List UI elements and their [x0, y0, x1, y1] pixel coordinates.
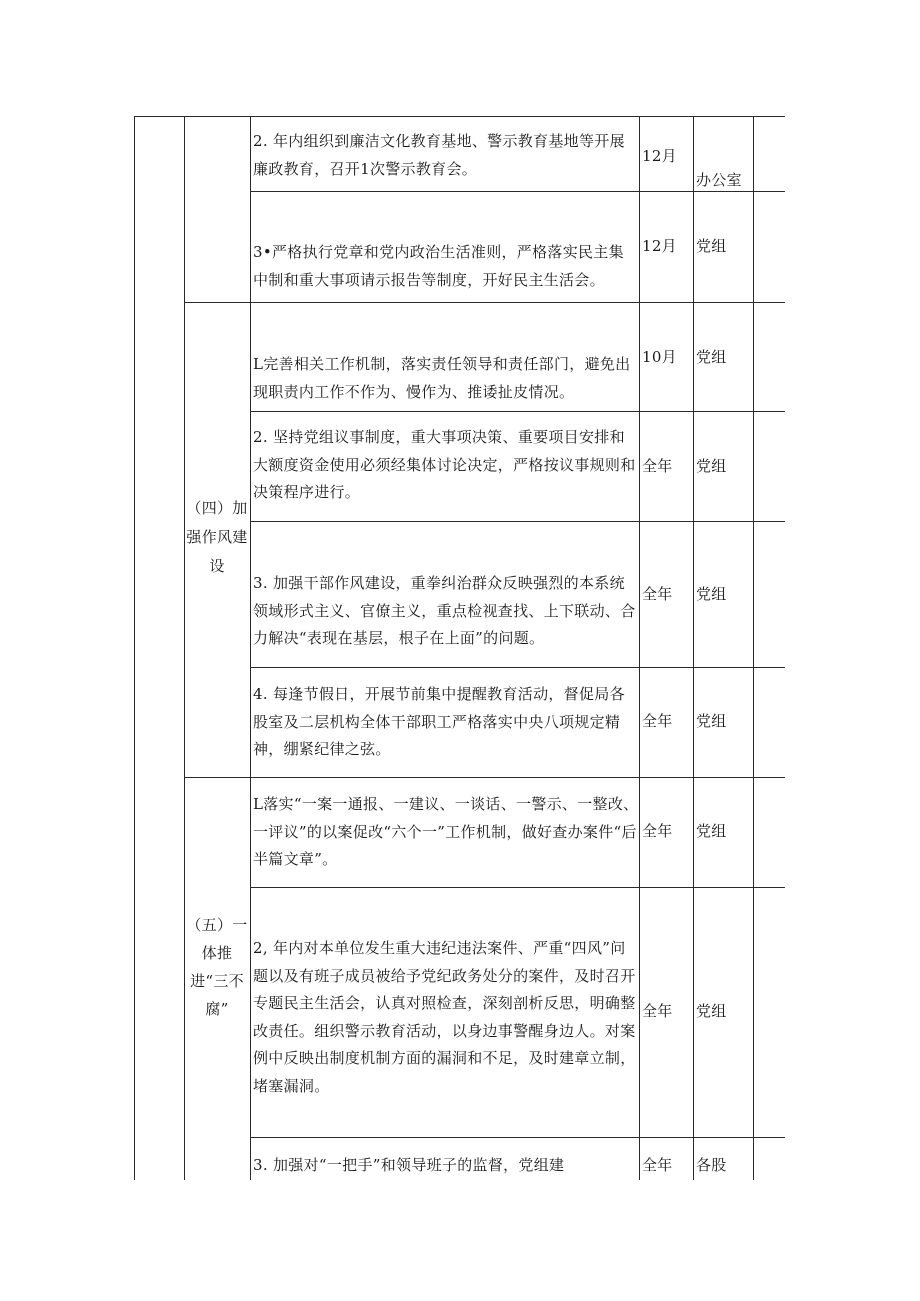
row-divider — [250, 667, 785, 668]
task-cell: 3•严格执行党章和党内政治生活准则，严格落实民主集中制和重大事项请示报告等制度，开好民主生活会。 — [253, 243, 624, 289]
time-cell: 全年 — [642, 457, 673, 475]
department-cell: 党组 — [696, 1002, 727, 1020]
department-cell: 党组 — [696, 237, 727, 255]
row-divider — [184, 302, 785, 303]
task-cell: 4. 每逢节假日，开展节前集中提醒教育活动，督促局各股室及二层机构全体干部职工严格落实中央八项规定精神，绷紧纪律之弦。 — [253, 685, 625, 758]
time-cell: 10月 — [642, 348, 677, 366]
time-cell: 全年 — [642, 712, 673, 730]
department-cell: 党组 — [696, 348, 727, 366]
task-cell: 2. 年内组织到廉洁文化教育基地、警示教育基地等开展廉政教育，召开1次警示教育会。 — [253, 132, 625, 178]
column-divider — [250, 116, 251, 1180]
row-divider — [250, 411, 785, 412]
table-left-border — [134, 116, 135, 1180]
task-cell: 3. 加强对“一把手”和领导班子的监督，党组建 — [253, 1156, 565, 1174]
department-cell: 党组 — [696, 457, 727, 475]
department-cell: 各股 — [696, 1156, 727, 1174]
row-divider — [250, 1137, 785, 1138]
table-top-border — [134, 116, 785, 117]
department-cell: 办公室 — [696, 171, 742, 189]
time-cell: 全年 — [642, 1156, 673, 1174]
time-cell: 全年 — [642, 1002, 673, 1020]
row-divider — [250, 521, 785, 522]
row-divider — [250, 887, 785, 888]
row-divider — [184, 777, 785, 778]
column-divider — [693, 116, 694, 1180]
time-cell: 12月 — [642, 237, 677, 255]
time-cell: 全年 — [642, 585, 673, 603]
column-divider — [753, 116, 754, 1180]
time-cell: 12月 — [642, 147, 677, 165]
task-cell: 3. 加强干部作风建设，重拳纠治群众反映强烈的本系统领域形式主义、官僚主义，重点检视查找、上下联动、合力解决“表现在基层，根子在上面”的问题。 — [253, 574, 636, 647]
task-cell: L完善相关工作机制，落实责任领导和责任部门，避免出现职责内工作不作为、慢作为、推诿扯皮情况。 — [253, 355, 631, 401]
time-cell: 全年 — [642, 822, 673, 840]
task-cell: L落实“一案一通报、一建议、一谈话、一警示、一整改、一评议”的以案促改“六个一”工作机制，做好查办案件“后半篇文章”。 — [253, 795, 639, 868]
task-cell: 2, 年内对本单位发生重大违纪违法案件、严重“四风”问题以及有班子成员被给予党纪政务处分的案件，及时召开专题民主生活会，认真对照检查，深刻剖析反思，明确整改责任。组织警示教育活动，以身边事警醒身边人。对案例中反映出制度机制方面的漏洞和不足，及时建章立制，堵塞漏洞。 — [253, 939, 636, 1095]
column-divider — [639, 116, 640, 1180]
category-cell-5: （五）一体推进“三不腐” — [186, 916, 248, 1018]
department-cell: 党组 — [696, 712, 727, 730]
task-cell: 2. 坚持党组议事制度，重大事项决策、重要项目安排和大额度资金使用必须经集体讨论决定，严格按议事规则和决策程序进行。 — [253, 428, 636, 501]
department-cell: 党组 — [696, 585, 727, 603]
department-cell: 党组 — [696, 822, 727, 840]
category-cell-4: （四）加强作风建设 — [186, 499, 248, 575]
